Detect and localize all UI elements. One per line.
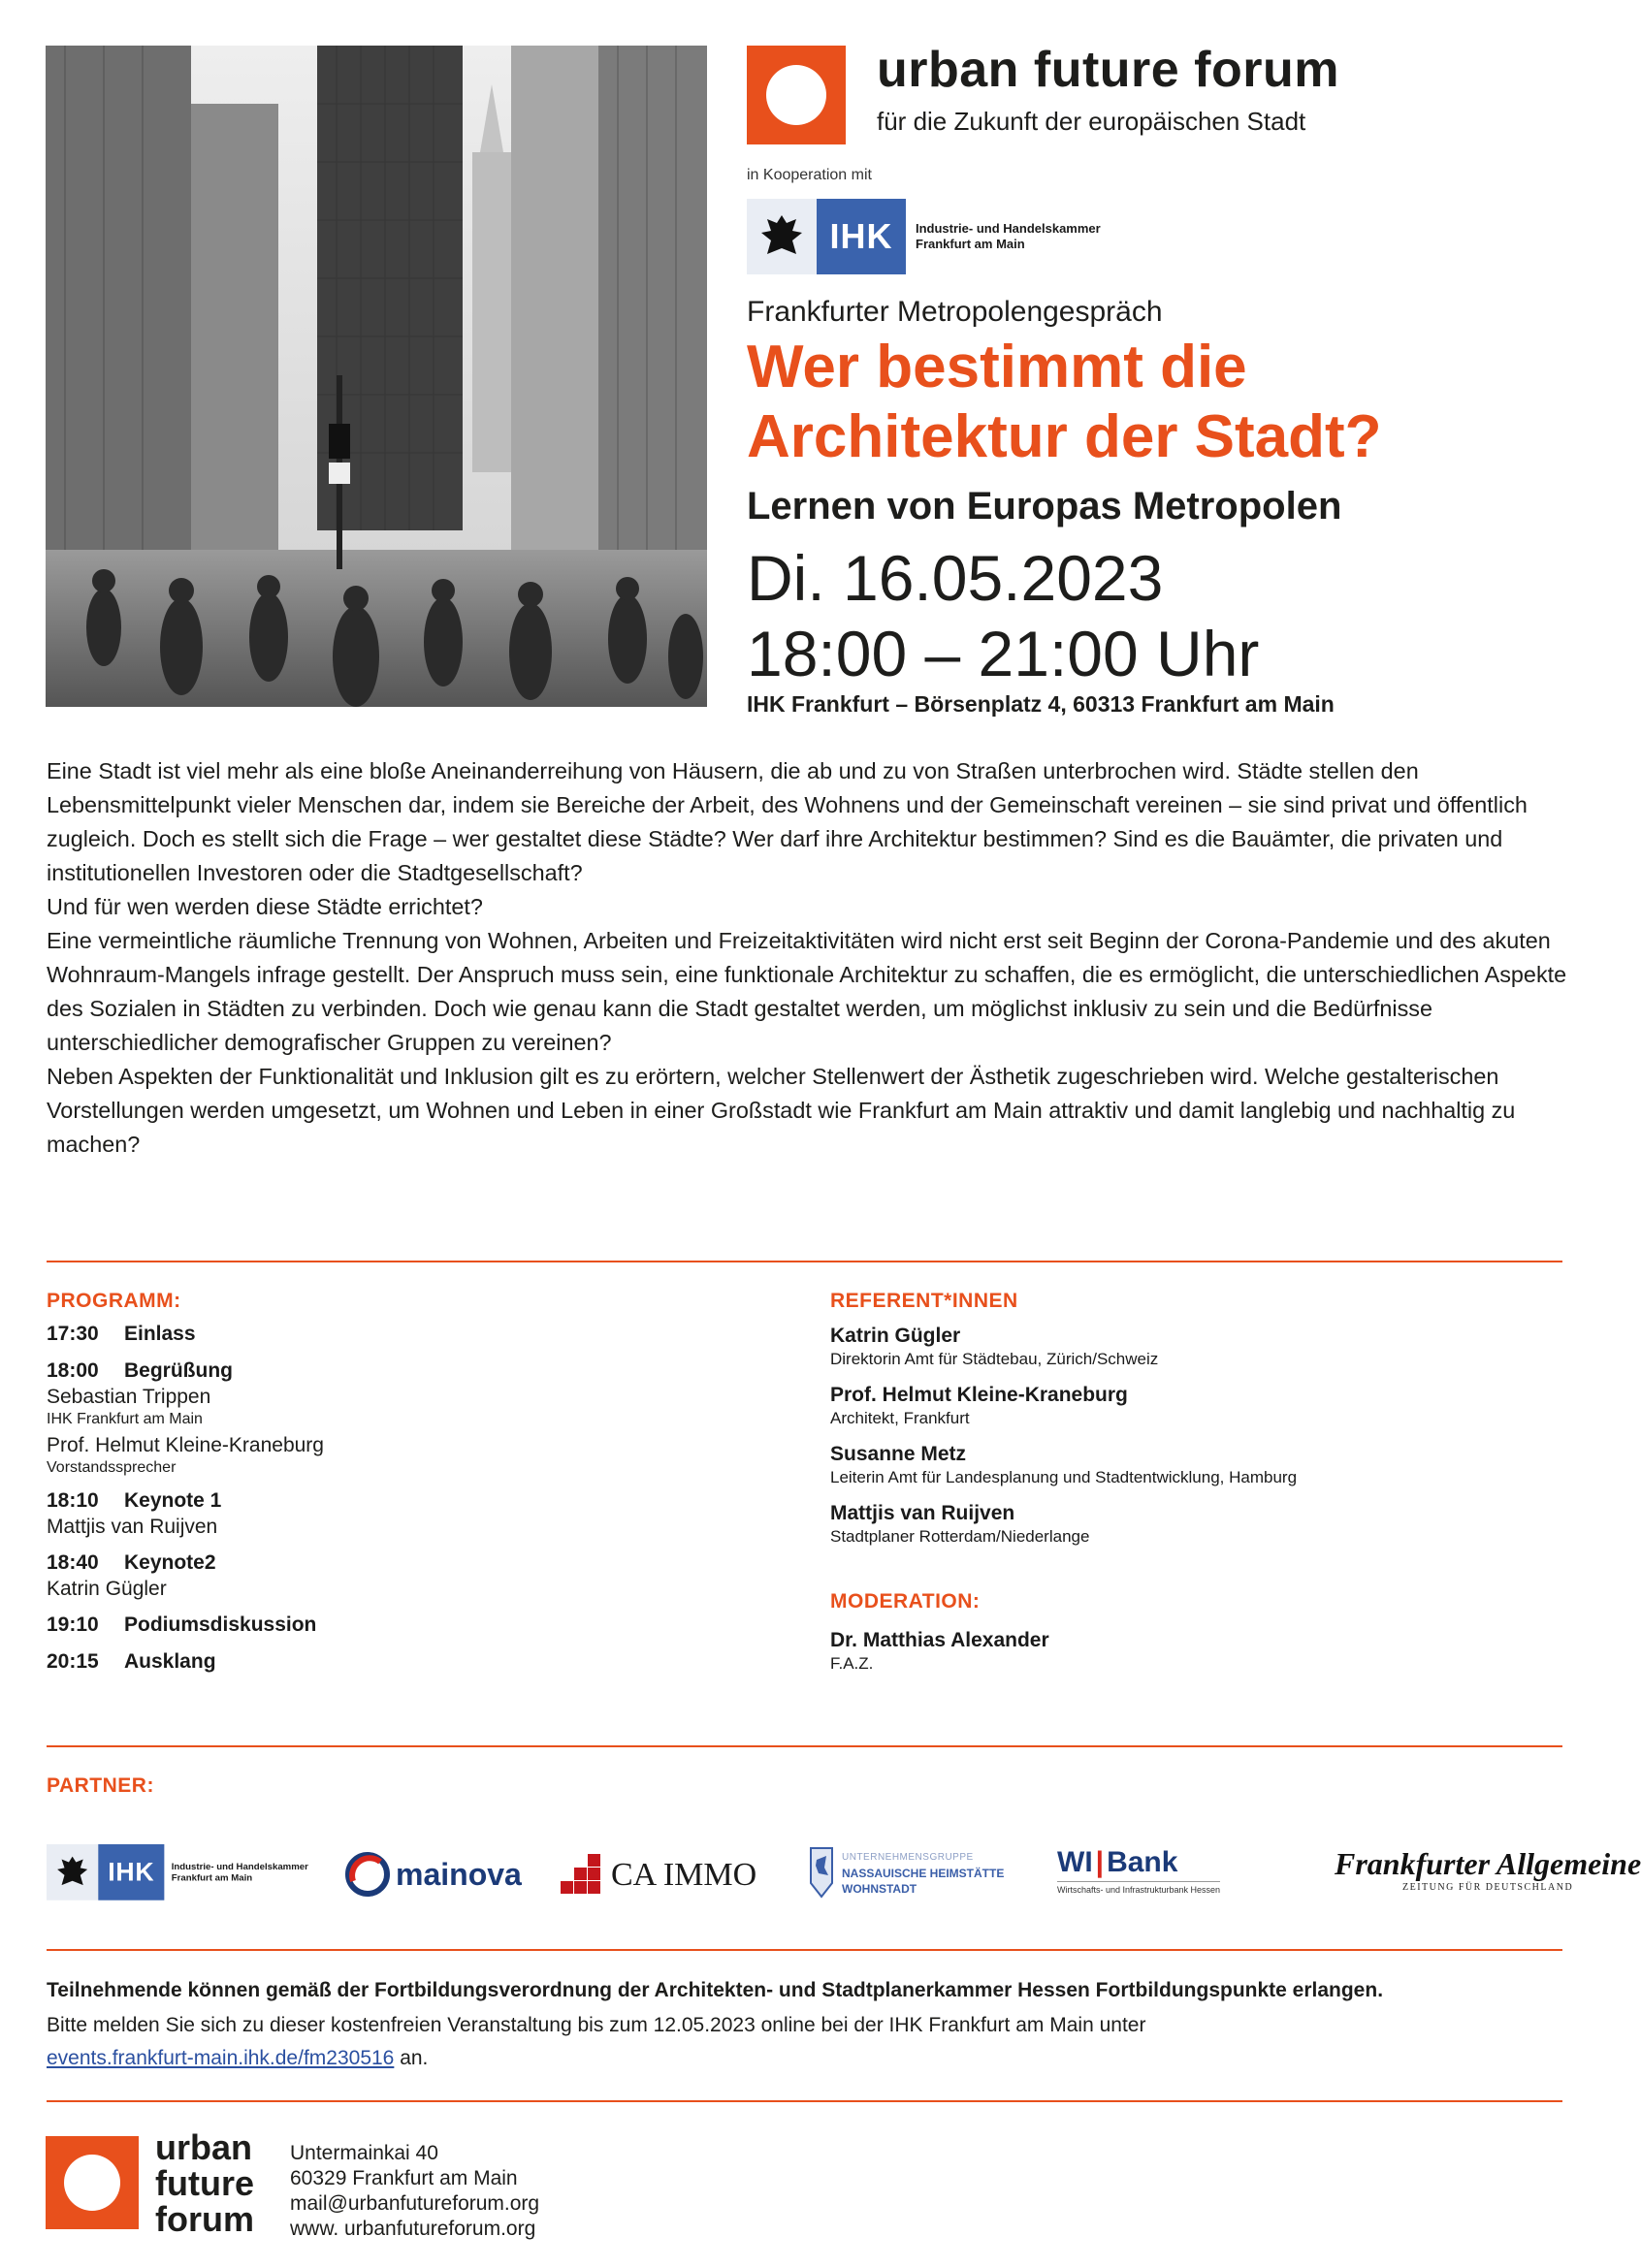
program-item [47, 1648, 784, 1676]
program-title: Keynote 1 [124, 1489, 222, 1512]
program-person-name: Prof. Helmut Kleine-Kraneburg [47, 1434, 324, 1456]
registration-suffix: an. [394, 2047, 429, 2069]
program-time: 18:40 [47, 1551, 99, 1574]
event-time: 18:00 – 21:00 Uhr [747, 618, 1260, 689]
intro-paragraph: Und für wen werden diese Städte errichtet? [47, 894, 483, 919]
ihk-abbr: IHK [98, 1844, 164, 1901]
caimmo-text: CA IMMO [611, 1857, 757, 1893]
eagle-icon [47, 1844, 98, 1901]
speaker-role: Direktorin Amt für Städtebau, Zürich/Schweiz [830, 1350, 1159, 1368]
speaker-name: Prof. Helmut Kleine-Kraneburg [830, 1384, 1128, 1406]
program-person-name: Mattjis van Ruijven [47, 1516, 218, 1538]
faz-sub: ZEITUNG FÜR DEUTSCHLAND [1402, 1882, 1574, 1893]
footer-brand-line: forum [155, 2199, 254, 2239]
speaker-item [830, 1500, 1567, 1548]
footer-website[interactable]: www. urbanfutureforum.org [290, 2218, 536, 2240]
program-heading: PROGRAMM: [47, 1290, 181, 1312]
event-date: Di. 16.05.2023 [747, 542, 1164, 614]
footer-brand-line: urban [155, 2127, 253, 2167]
event-venue: IHK Frankfurt – Börsenplatz 4, 60313 Frankfurt am Main [747, 691, 1335, 717]
footer-address [290, 2141, 539, 2242]
wibank-sub: Wirtschafts- und Infrastrukturbank Hessen [1057, 1881, 1220, 1895]
footer-brand-line: future [155, 2163, 254, 2203]
headline-line1: Wer bestimmt die [747, 334, 1247, 400]
program-time: 19:10 [47, 1613, 99, 1636]
program-list [47, 1321, 784, 1685]
event-subtitle: Lernen von Europas Metropolen [747, 485, 1342, 527]
speaker-name: Susanne Metz [830, 1443, 967, 1465]
partners-heading: PARTNER: [47, 1774, 154, 1797]
caimmo-blocks-icon [561, 1854, 601, 1897]
nh-line1: NASSAUISCHE HEIMSTÄTTE [842, 1867, 1005, 1880]
speaker-item [830, 1441, 1567, 1488]
eagle-icon [747, 199, 817, 274]
moderator-role: F.A.Z. [830, 1654, 874, 1673]
program-person-name: Katrin Gügler [47, 1578, 167, 1600]
address-street: Untermainkai 40 [290, 2142, 438, 2164]
program-person-name: Sebastian Trippen [47, 1386, 211, 1408]
wibank-wi: WI [1057, 1846, 1093, 1878]
registration-link-line [47, 2047, 428, 2070]
event-series: Frankfurter Metropolengespräch [747, 296, 1163, 328]
speakers-list [830, 1323, 1567, 1559]
mainova-text: mainova [396, 1856, 522, 1892]
ihk-line2: Frankfurt am Main [916, 237, 1025, 251]
registration-link[interactable]: events.frankfurt-main.ihk.de/fm230516 [47, 2047, 395, 2069]
intro-text [47, 754, 1569, 1162]
divider [47, 1949, 1562, 1951]
footer-logo [46, 2136, 139, 2229]
speaker-item [830, 1323, 1567, 1370]
program-person-role: Vorstandssprecher [47, 1459, 177, 1476]
speaker-name: Katrin Gügler [830, 1325, 961, 1347]
cooperation-label: in Kooperation mit [747, 167, 872, 183]
ihk-line1: Industrie- und Handelskammer [916, 221, 1101, 236]
address-city: 60329 Frankfurt am Main [290, 2167, 518, 2189]
city-street-photo [46, 46, 707, 707]
partner-faz-logo [1335, 1846, 1641, 1893]
partner-wibank-logo: WI | Bank Wirtschafts- und Infrastrukturbank Hessen [1057, 1846, 1221, 1895]
registration-note: Bitte melden Sie sich zu dieser kostenfreien Veranstaltung bis zum 12.05.2023 online bei der IHK Frankfurt am Main unter [47, 2014, 1146, 2036]
moderator-name: Dr. Matthias Alexander [830, 1629, 1049, 1651]
program-person-role: IHK Frankfurt am Main [47, 1411, 203, 1427]
program-title: Ausklang [124, 1650, 216, 1673]
program-title: Podiumsdiskussion [124, 1613, 317, 1636]
nh-line2: WOHNSTADT [842, 1882, 917, 1896]
moderation-item [830, 1627, 1049, 1686]
faz-name: Frankfurter Allgemeine [1335, 1846, 1641, 1881]
program-item [47, 1358, 784, 1478]
divider [47, 1261, 1562, 1262]
intro-paragraph: Eine Stadt ist viel mehr als eine bloße Aneinanderreihung von Häusern, die ab und zu von Straßen unterbrochen wird. Städte stellen den Lebensmittelpunkt vieler Menschen dar, indem sie Bereiche der Arbeit, des Wohnens und der Gemeinschaft vereinen – sie sind privat und öffentlich zugleich. Doch es stellt sich die Frage – wer gestaltet diese Städte? Wer darf ihre Architektur bestimmen? Sind es die Bauämter, die privaten und institutionellen Investoren oder die Stadtgesellschaft? [47, 758, 1528, 885]
ihk-abbr: IHK [817, 199, 906, 274]
footer-brand [155, 2129, 254, 2237]
program-item [47, 1487, 784, 1540]
ihk-line2: Frankfurt am Main [171, 1871, 253, 1883]
moderation-heading: MODERATION: [830, 1590, 981, 1613]
intro-paragraph: Eine vermeintliche räumliche Trennung von Wohnen, Arbeiten und Freizeitaktivitäten wird nicht erst seit Beginn der Corona-Pandemie und des akuten Wohnraum-Mangels infrage gestellt. Der Anspruch muss sein, eine funktionale Architektur zu schaffen, die es ermöglicht, die unterschiedlichen Aspekte des Sozialen in Städten zu verbinden. Doch wie genau kann die Stadt gestaltet werden, um möglichst inklusiv zu sein und die Bedürfnisse unterschiedlicher demografischer Gruppen zu vereinen? [47, 928, 1567, 1055]
divider [47, 1745, 1562, 1747]
program-time: 18:10 [47, 1489, 99, 1512]
program-title: Begrüßung [124, 1359, 233, 1382]
speaker-item [830, 1382, 1567, 1429]
partner-mainova-logo [345, 1852, 522, 1897]
program-title: Einlass [124, 1323, 196, 1345]
partner-ihk-logo [47, 1844, 308, 1901]
footer-email[interactable]: mail@urbanfutureforum.org [290, 2192, 540, 2215]
headline-line2: Architektur der Stadt? [747, 403, 1382, 470]
speaker-name: Mattjis van Ruijven [830, 1502, 1015, 1524]
program-title: Keynote2 [124, 1551, 216, 1574]
divider [47, 2100, 1562, 2102]
ihk-line1: Industrie- und Handelskammer [171, 1861, 308, 1872]
wibank-bank: Bank [1107, 1846, 1178, 1878]
nh-top-line: UNTERNEHMENSGRUPPE [842, 1852, 974, 1863]
program-item [47, 1612, 784, 1639]
program-time: 18:00 [47, 1359, 99, 1382]
mainova-swirl-icon [345, 1852, 390, 1897]
intro-paragraph: Neben Aspekten der Funktionalität und Inklusion gilt es zu erörtern, welcher Stellenwert der Ästhetik zugeschrieben wird. Welche gestalterischen Vorstellungen werden umgesetzt, um Wohnen und Leben in einer Großstadt wie Frankfurt am Main attraktiv und damit langlebig und nachhaltig zu machen? [47, 1064, 1516, 1157]
speaker-role: Stadtplaner Rotterdam/Niederlange [830, 1527, 1090, 1546]
speaker-role: Leiterin Amt für Landesplanung und Stadtentwicklung, Hamburg [830, 1468, 1298, 1486]
brand-tagline: für die Zukunft der europäischen Stadt [877, 107, 1306, 136]
program-item [47, 1549, 784, 1602]
brand-name: urban future forum [877, 42, 1339, 98]
speaker-role: Architekt, Frankfurt [830, 1409, 970, 1427]
lion-crest-icon [807, 1844, 836, 1902]
program-time: 17:30 [47, 1323, 99, 1345]
partner-caimmo-logo [561, 1854, 756, 1897]
urban-future-forum-logo [747, 46, 846, 144]
partner-nassauische-heimstaette-logo [807, 1844, 1004, 1902]
program-time: 20:15 [47, 1650, 99, 1673]
program-item [47, 1321, 784, 1348]
speakers-heading: REFERENT*INNEN [830, 1290, 1018, 1312]
credit-note: Teilnehmende können gemäß der Fortbildungsverordnung der Architekten- und Stadtplanerkammer Hessen Fortbildungspunkte erlangen. [47, 1979, 1384, 2001]
ihk-logo [747, 199, 1101, 274]
